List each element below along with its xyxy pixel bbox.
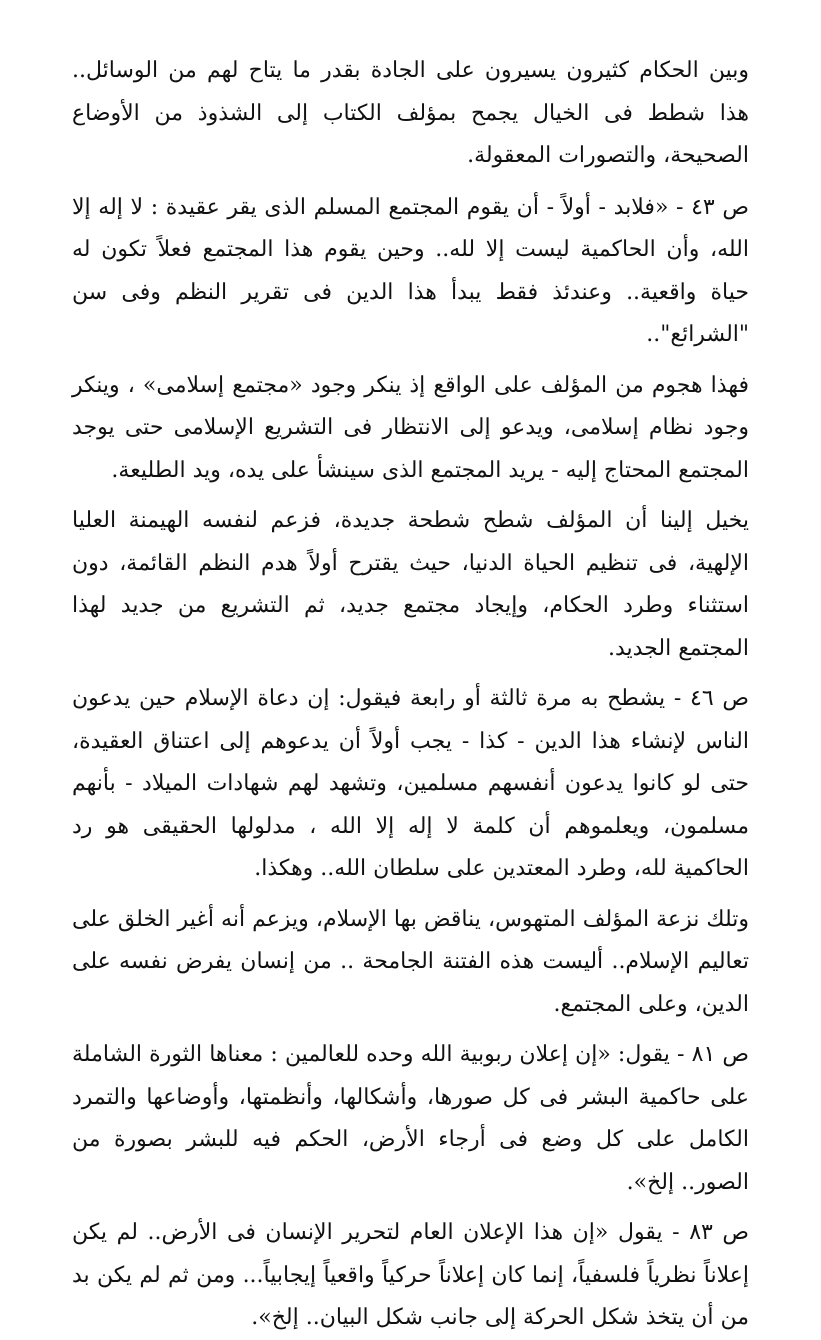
paragraph-7: ص ٨١ - يقول: «إن إعلان ربوبية الله وحده للعالمين : معناها الثورة الشاملة على حاكمية البشر فى كل صورها، وأشكالها، وأنظمتها، وأوضاعها والتمرد الكامل على كل وضع فى أرجاء الأرض، الحكم فيه للبشر بصورة من الصور.. إلخ». — [72, 1042, 749, 1195]
paragraph-2: ص ٤٣ - «فلابد - أولاً - أن يقوم المجتمع المسلم الذى يقر عقيدة : لا إله إلا الله، وأن الحاكمية ليست إلا لله.. وحين يقوم هذا المجتمع فعلاً تكون له حياة واقعية.. وعندئذ فقط يبدأ هذا الدين فى تقرير النظم وفى سن "الشرائع".. — [72, 194, 749, 347]
paragraph-1: وبين الحكام كثيرون يسيرون على الجادة بقدر ما يتاح لهم من الوسائل.. هذا شطط فى الخيال يجمح بمؤلف الكتاب إلى الشذوذ من الأوضاع الصحيحة، والتصورات المعقولة. — [72, 58, 749, 168]
paragraph-8: ص ٨٣ - يقول «إن هذا الإعلان العام لتحرير الإنسان فى الأرض.. لم يكن إعلاناً نظرياً فلسفياً، إنما كان إعلاناً حركياً واقعياً إيجابياً... ومن ثم لم يكن بد من أن يتخذ شكل الحركة إلى جانب شكل البيان.. إلخ». — [72, 1220, 750, 1330]
paragraph-5: ص ٤٦ - يشطح به مرة ثالثة أو رابعة فيقول: إن دعاة الإسلام حين يدعون الناس لإنشاء هذا الدين - كذا - يجب أولاً أن يدعوهم إلى اعتناق العقيدة، حتى لو كانوا يدعون أنفسهم مسلمين، وتشهد لهم شهادات الميلاد - بأنهم مسلمون، ويعلموهم أن كلمة لا إله إلا الله ، مدلولها الحقيقى هو رد الحاكمية لله، وطرد المعتدين على سلطان الله.. وهكذا. — [72, 686, 749, 881]
paragraph-3: فهذا هجوم من المؤلف على الواقع إذ ينكر وجود «مجتمع إسلامى» ، وينكر وجود نظام إسلامى، ويدعو إلى الانتظار فى التشريع الإسلامى حتى يوجد المجتمع المحتاج إليه - يريد المجتمع الذى سينشأ على يده، ويد الطليعة. — [72, 372, 749, 483]
paragraph-4: يخيل إلينا أن المؤلف شطح شطحة جديدة، فزعم لنفسه الهيمنة العليا الإلهية، فى تنظيم الحياة الدنيا، حيث يقترح أولاً هدم النظم القائمة، دون استثناء وطرد الحكام، وإيجاد مجتمع جديد، ثم التشريع من جديد لهذا المجتمع الجديد. — [72, 508, 749, 661]
paragraph-6: وتلك نزعة المؤلف المتهوس، يناقض بها الإسلام، ويزعم أنه أغير الخلق على تعاليم الإسلام.. أليست هذه الفتنة الجامحة .. من إنسان يفرض نفسه على الدين، وعلى المجتمع. — [72, 906, 749, 1017]
